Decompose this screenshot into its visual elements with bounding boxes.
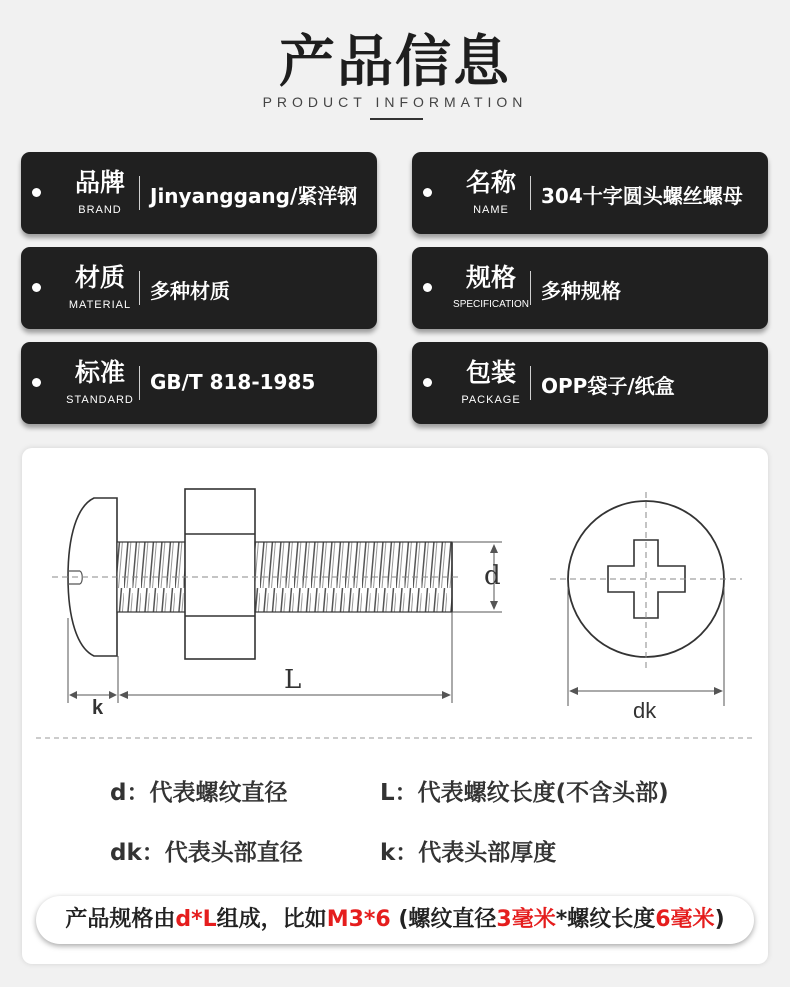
legend-dk: dk：代表头部直径	[110, 840, 303, 866]
card-material	[21, 247, 377, 329]
card-label-en: STANDARD	[66, 394, 134, 406]
dim-label-k: k	[92, 697, 104, 719]
page-title: 产品信息	[279, 30, 511, 95]
card-package	[412, 342, 768, 424]
card-divider	[530, 366, 531, 400]
note-text: )	[714, 907, 725, 932]
dim-label-L: L	[284, 665, 302, 695]
bullet-dot	[423, 283, 432, 292]
hex-nut	[185, 489, 255, 659]
card-divider	[139, 271, 140, 305]
bullet-dot	[423, 188, 432, 197]
card-divider	[139, 366, 140, 400]
bullet-dot	[32, 378, 41, 387]
note-highlight: 6毫米	[655, 907, 715, 932]
card-value: 304十字圆头螺丝螺母	[541, 184, 743, 208]
card-specification	[412, 247, 768, 329]
card-name	[412, 152, 768, 234]
note-text: 产品规格由	[65, 907, 176, 932]
card-label-en: NAME	[473, 204, 509, 216]
card-label-en: SPECIFICATION	[453, 299, 529, 310]
title-underline	[370, 118, 423, 120]
legend-d: d：代表螺纹直径	[110, 780, 288, 806]
dim-label-d: d	[484, 561, 501, 591]
card-label-en: BRAND	[78, 204, 122, 216]
card-divider	[139, 176, 140, 210]
card-value: 多种材质	[150, 279, 230, 303]
diagram-panel	[22, 448, 768, 964]
note-highlight: 3毫米	[496, 907, 556, 932]
bullet-dot	[32, 188, 41, 197]
card-divider	[530, 271, 531, 305]
card-label-cn: 标准	[74, 358, 125, 387]
card-label-cn: 规格	[465, 263, 516, 292]
spec-format-note	[36, 896, 754, 944]
bullet-dot	[423, 378, 432, 387]
bullet-dot	[32, 283, 41, 292]
card-divider	[530, 176, 531, 210]
note-text: 组成，比如	[216, 907, 327, 932]
dim-label-dk: dk	[633, 698, 657, 723]
page-subtitle: PRODUCT INFORMATION	[262, 94, 528, 110]
card-brand	[21, 152, 377, 234]
card-label-cn: 名称	[465, 168, 516, 197]
legend-L: L：代表螺纹长度(不含头部)	[380, 780, 669, 806]
card-label-cn: 包装	[465, 358, 516, 387]
card-value: OPP袋子/纸盒	[541, 374, 675, 398]
card-value: Jinyanggang/紧洋钢	[150, 184, 358, 208]
note-text: (螺纹直径	[390, 907, 497, 932]
card-label-en: MATERIAL	[68, 299, 132, 311]
card-standard	[21, 342, 377, 424]
note-text: *螺纹长度	[555, 907, 656, 932]
note-highlight: M3*6	[326, 907, 391, 932]
legend-k: k：代表头部厚度	[380, 840, 557, 866]
card-label-cn: 品牌	[74, 168, 125, 197]
note-highlight: d*L	[175, 907, 217, 932]
card-value: 多种规格	[541, 279, 621, 303]
card-label-cn: 材质	[74, 263, 125, 292]
screw-diagram	[22, 448, 768, 964]
card-label-en: PACKAGE	[461, 394, 521, 406]
card-value: GB/T 818-1985	[150, 370, 316, 394]
